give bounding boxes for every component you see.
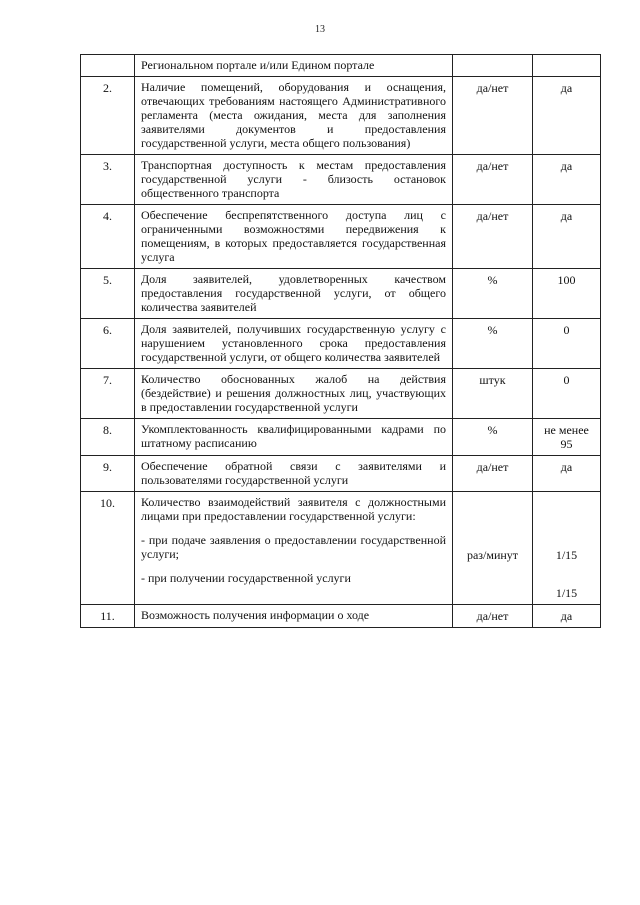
row-number: 4. — [81, 205, 135, 269]
row-unit: % — [453, 269, 533, 319]
row-value: да — [533, 605, 601, 628]
table-row — [81, 319, 601, 369]
row-value-text: 1/15 — [555, 586, 578, 600]
row-number: 7. — [81, 369, 135, 419]
table-row — [81, 55, 601, 77]
row-unit — [453, 55, 533, 77]
row-description: Укомплектованность квалифицированными кадрами по штатному расписанию — [135, 419, 453, 456]
row-value: 100 — [533, 269, 601, 319]
row-unit: да/нет — [453, 155, 533, 205]
row-value — [533, 55, 601, 77]
row-number — [81, 55, 135, 77]
table-row — [81, 155, 601, 205]
row-value: да — [533, 456, 601, 492]
row-description: Обеспечение беспрепятственного доступа лиц с ограниченными возможностями передвижения к помещениям, в которых предоставляется государственная услуга — [135, 205, 453, 269]
row-number: 10. — [81, 492, 135, 605]
row-description: Доля заявителей, получивших государственную услугу с нарушением установленного срока предоставления государственной услуги, от общего количества заявителей — [135, 319, 453, 369]
row-description: Наличие помещений, оборудования и оснащения, отвечающих требованиям настоящего Административного регламента (места ожидания, места для заполнения заявителями документов и предоставления государственной услуги, места общего пользования) — [135, 77, 453, 155]
row-unit: да/нет — [453, 205, 533, 269]
row-value: да — [533, 77, 601, 155]
table-row — [81, 456, 601, 492]
table-row — [81, 492, 601, 605]
row-unit: да/нет — [453, 456, 533, 492]
table-row — [81, 605, 601, 628]
row-number: 8. — [81, 419, 135, 456]
row-unit: да/нет — [453, 77, 533, 155]
row-intro-text: Количество взаимодействий заявителя с должностными лицами при предоставлении государственной услуги: — [141, 495, 446, 523]
row-description: Региональном портале и/или Едином портале — [135, 55, 453, 77]
row-description: Возможность получения информации о ходе — [135, 605, 453, 628]
row-description: Транспортная доступность к местам предоставления государственной услуги - близость остановок общественного транспорта — [135, 155, 453, 205]
row-value — [533, 492, 601, 605]
row-unit: % — [453, 319, 533, 369]
table-row — [81, 369, 601, 419]
row-unit: штук — [453, 369, 533, 419]
row-unit — [453, 492, 533, 605]
row-number: 2. — [81, 77, 135, 155]
row-value-text: 1/15 — [555, 548, 578, 562]
row-value: да — [533, 205, 601, 269]
row-number: 5. — [81, 269, 135, 319]
table-row — [81, 77, 601, 155]
row-number: 9. — [81, 456, 135, 492]
row-description: Доля заявителей, удовлетворенных качеством предоставления государственной услуги, от общего количества заявителей — [135, 269, 453, 319]
row-value: да — [533, 155, 601, 205]
table-body — [81, 55, 601, 628]
row-value: не менее 95 — [533, 419, 601, 456]
row-unit: да/нет — [453, 605, 533, 628]
row-value: 0 — [533, 369, 601, 419]
row-description: Количество обоснованных жалоб на действия (бездействие) и решения должностных лиц, участвующих в предоставлении государственной услуги — [135, 369, 453, 419]
page-number: 13 — [315, 24, 325, 35]
row-value: 0 — [533, 319, 601, 369]
table-row — [81, 269, 601, 319]
quality-indicators-table — [80, 54, 601, 628]
row-number: 11. — [81, 605, 135, 628]
row-subitem-text: - при подаче заявления о предоставлении государственной услуги; — [141, 533, 446, 561]
row-description: Обеспечение обратной связи с заявителями и пользователями государственной услуги — [135, 456, 453, 492]
row-subitem-text: - при получении государственной услуги — [141, 571, 351, 585]
row-unit: % — [453, 419, 533, 456]
table-row — [81, 205, 601, 269]
row-unit-text: раз/минут — [466, 548, 519, 562]
table-row — [81, 419, 601, 456]
row-number: 6. — [81, 319, 135, 369]
row-number: 3. — [81, 155, 135, 205]
row-description — [135, 492, 453, 605]
